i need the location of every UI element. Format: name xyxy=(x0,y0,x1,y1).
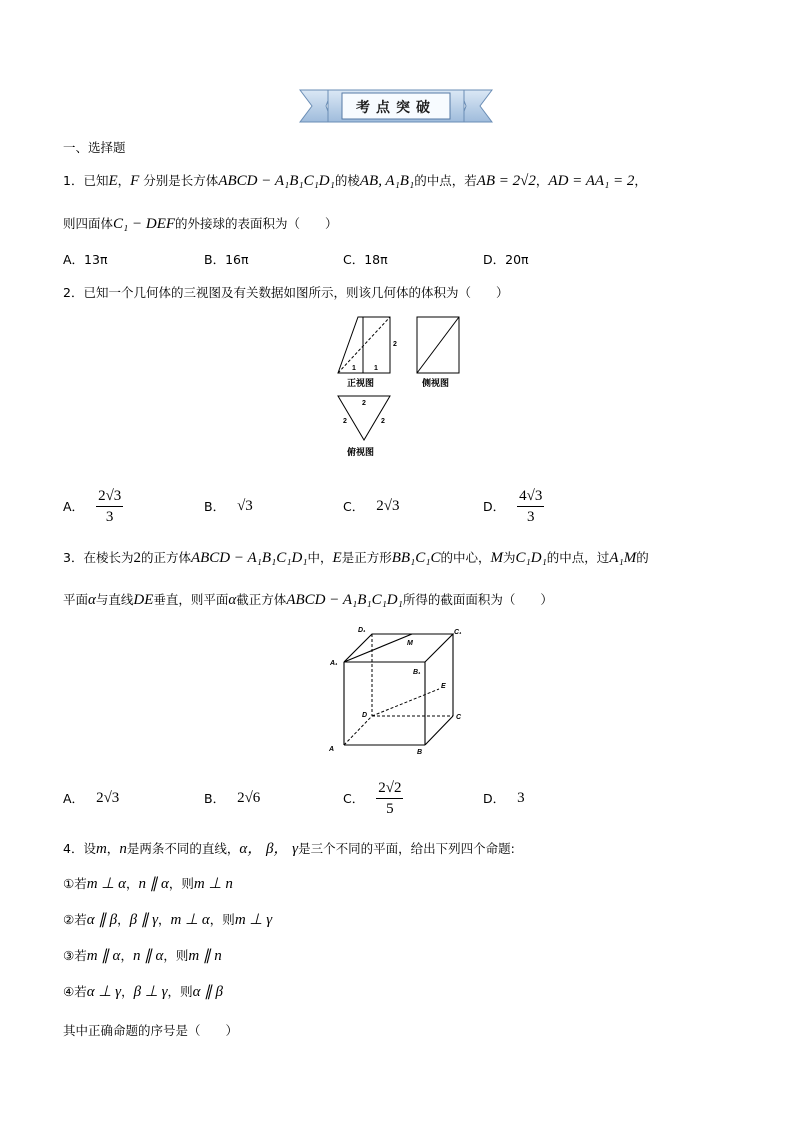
q1-mid: 分别是长方体 xyxy=(143,173,219,188)
math: M xyxy=(490,550,503,566)
math: ABCD − A₁B₁C₁D₁ xyxy=(190,550,308,566)
math: 2 xyxy=(133,550,141,566)
text: 的 xyxy=(636,550,649,565)
q3-option-c[interactable] xyxy=(343,774,403,822)
front-dim-1b: 1 xyxy=(374,365,378,372)
q4-prop-3: ③若m ∥ α，n ∥ α，则m ∥ n xyxy=(63,948,222,964)
math: E xyxy=(332,550,342,566)
label-B1: B₁ xyxy=(413,669,421,676)
front-view-label: 正视图 xyxy=(347,378,375,388)
label-M: M xyxy=(407,640,413,647)
text: 是三个不同的平面，给出下列四个命题: xyxy=(298,841,515,856)
math: m ⊥ α xyxy=(170,912,210,928)
q4-stem xyxy=(63,841,515,857)
option-value: 2√6 xyxy=(237,789,261,806)
text: 4．设 xyxy=(63,841,96,856)
option-value: 2√3 xyxy=(376,497,400,514)
option-letter: D． xyxy=(483,791,506,806)
top-dim-left: 2 xyxy=(343,418,347,425)
segment-A1-M xyxy=(344,634,412,662)
math: n ∥ α xyxy=(138,876,169,892)
q1-line2-suffix: 的外接球的表面积为（ ） xyxy=(175,216,338,231)
q1-body: ABCD − A₁B₁C₁D₁ xyxy=(218,173,335,189)
q2-option-a[interactable] xyxy=(63,484,123,528)
q1-line2-prefix: 则四面体 xyxy=(63,216,114,231)
option-letter: A． xyxy=(63,791,85,806)
math: C₁D₁ xyxy=(515,550,547,566)
denominator: 3 xyxy=(105,508,114,525)
label-C1: C₁ xyxy=(454,629,462,636)
q1-mid2: 的中点，若 xyxy=(414,173,477,188)
front-dim-1a: 1 xyxy=(352,365,356,372)
math: β ⊥ γ xyxy=(133,984,168,1000)
q1-cond2: AD = AA₁ = 2 xyxy=(548,173,635,189)
text: ①若 xyxy=(63,876,87,891)
math: m ∥ n xyxy=(188,948,222,964)
text: 所得的截面面积为（ ） xyxy=(402,592,553,607)
denominator: 3 xyxy=(527,508,535,525)
q1-cond1: AB = 2√2 xyxy=(476,173,536,189)
q3-line2 xyxy=(63,592,553,608)
q1-edges: AB, A₁B₁ xyxy=(359,173,415,189)
q4-prop-2: ②若α ∥ β，β ∥ γ，m ⊥ α，则m ⊥ γ xyxy=(63,912,273,928)
q3-option-d[interactable] xyxy=(483,778,525,818)
numerator: 2√2 xyxy=(376,778,403,799)
q1-option-b[interactable]: B．16π xyxy=(204,252,249,267)
q2-option-c[interactable] xyxy=(343,484,399,528)
math: α， β， γ xyxy=(239,841,299,857)
cube-figure xyxy=(320,620,470,760)
q2-stem: 2．已知一个几何体的三视图及有关数据如图所示，则该几何体的体积为（ ） xyxy=(63,285,509,300)
math: α ⊥ γ xyxy=(86,984,122,1000)
text: 是正方形 xyxy=(341,550,392,565)
text: 的中心， xyxy=(440,550,491,565)
option-letter: B． xyxy=(204,791,226,806)
option-letter: A． xyxy=(63,499,85,514)
math: n ∥ α xyxy=(132,948,164,964)
q1-option-c[interactable]: C．18π xyxy=(343,252,388,267)
label-D1: D₁ xyxy=(358,627,366,634)
label-C: C xyxy=(456,714,462,721)
label-A: A xyxy=(329,746,335,753)
front-view xyxy=(338,317,390,373)
q1-line2 xyxy=(63,216,338,232)
math: α ∥ β xyxy=(192,984,223,1000)
label-A1: A₁ xyxy=(330,660,338,667)
q1-edge-label: 的棱 xyxy=(334,173,360,188)
q1-E: E xyxy=(108,173,118,189)
option-letter: C． xyxy=(343,499,365,514)
q4-ask: 其中正确命题的序号是（ ） xyxy=(63,1023,239,1038)
option-value: 3 xyxy=(517,789,525,806)
math: β ∥ γ xyxy=(129,912,158,928)
math: α xyxy=(228,592,237,608)
denominator: 5 xyxy=(386,800,394,817)
edge-A-D xyxy=(344,716,372,745)
math: α xyxy=(88,592,96,608)
text: 垂直，则平面 xyxy=(153,592,229,607)
top-dim-top: 2 xyxy=(362,400,366,407)
cube-top-face xyxy=(344,634,453,662)
label-D: D xyxy=(362,712,368,719)
top-view-label: 俯视图 xyxy=(347,447,375,457)
numerator: 2√3 xyxy=(96,486,123,507)
option-value: √3 xyxy=(237,497,253,514)
math: m ⊥ α xyxy=(86,876,126,892)
text: 则 xyxy=(180,984,193,999)
q1-F: F xyxy=(130,173,140,189)
side-view-label: 侧视图 xyxy=(422,378,450,388)
text: 则 xyxy=(175,948,189,963)
numerator: 4√3 xyxy=(517,486,544,507)
title-banner xyxy=(298,86,494,126)
q1-option-a[interactable]: A．13π xyxy=(63,252,108,267)
option-letter: C． xyxy=(343,791,365,806)
front-dim-height: 2 xyxy=(393,341,397,348)
top-dim-right: 2 xyxy=(381,418,385,425)
text: ②若 xyxy=(63,912,87,927)
fraction xyxy=(517,486,544,527)
three-view-figure xyxy=(330,312,470,462)
q2-option-d[interactable] xyxy=(483,484,544,528)
text: ， xyxy=(106,841,120,856)
text: ④若 xyxy=(63,984,87,999)
math: BB₁C₁C xyxy=(391,550,441,566)
text: 为 xyxy=(503,550,516,565)
q1-tetra: C₁ − DEF xyxy=(113,216,176,232)
q2-option-b[interactable] xyxy=(204,484,253,528)
math: ABCD − A₁B₁C₁D₁ xyxy=(286,592,403,608)
text: 截正方体 xyxy=(236,592,287,607)
math: α ∥ β xyxy=(86,912,118,928)
fraction xyxy=(96,486,123,527)
math: m ⊥ γ xyxy=(234,912,273,928)
text: ③若 xyxy=(63,948,87,963)
math: n xyxy=(119,841,127,857)
text: 平面 xyxy=(63,592,89,607)
text: 3．在棱长为 xyxy=(63,550,134,565)
q4-prop-1: ①若m ⊥ α，n ∥ α，则m ⊥ n xyxy=(63,876,233,892)
label-B: B xyxy=(417,749,423,756)
fraction xyxy=(376,778,403,819)
q4-prop-4: ④若α ⊥ γ，β ⊥ γ，则α ∥ β xyxy=(63,984,223,1000)
label-E: E xyxy=(441,683,446,690)
math: m xyxy=(95,841,107,857)
side-view xyxy=(417,317,459,373)
math: A₁M xyxy=(609,550,637,566)
section-heading: 一、选择题 xyxy=(63,140,126,155)
text: 则 xyxy=(222,912,235,927)
q3-line1 xyxy=(63,550,649,566)
option-value: 2√3 xyxy=(96,789,120,806)
q3-option-a[interactable] xyxy=(63,778,119,818)
edge-B-C xyxy=(425,716,453,745)
text: 则 xyxy=(181,876,194,891)
math: m ∥ α xyxy=(86,948,121,964)
q1-option-d[interactable]: D．20π xyxy=(483,252,529,267)
text: 中， xyxy=(307,550,333,565)
text: 与直线 xyxy=(95,592,134,607)
q1-line1: 1．已知E，F 分别是长方体ABCD − A₁B₁C₁D₁的棱AB, A₁B₁的中点，若AB = 2√2，AD = AA₁ = 2， xyxy=(63,173,647,189)
q3-option-b[interactable] xyxy=(204,778,260,818)
banner-title: 考点突破 xyxy=(356,100,436,116)
math: DE xyxy=(133,592,154,608)
math: m ⊥ n xyxy=(193,876,233,892)
segment-D-E xyxy=(372,689,439,716)
text: 的正方体 xyxy=(140,550,191,565)
option-letter: D． xyxy=(483,499,506,514)
option-letter: B． xyxy=(204,499,226,514)
q1-prefix: 1．已知 xyxy=(63,173,109,188)
text: 的中点，过 xyxy=(546,550,610,565)
text: 是两条不同的直线， xyxy=(126,841,240,856)
